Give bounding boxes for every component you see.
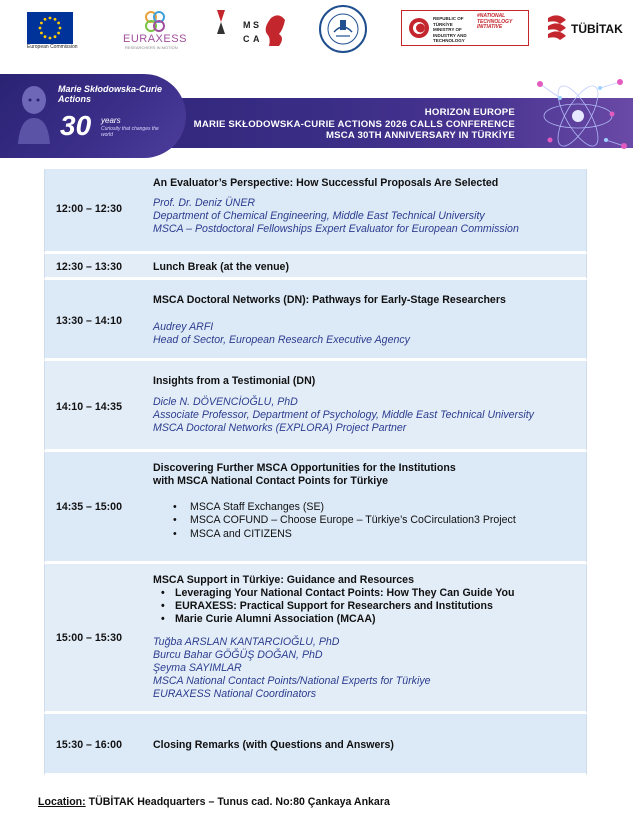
session-title: MSCA Support in Türkiye: Guidance and Resources (153, 574, 414, 586)
banner-line-1: HORIZON EUROPE (424, 107, 515, 118)
session-content (153, 261, 583, 274)
session-topic-list (153, 587, 583, 626)
agenda-row (44, 564, 587, 714)
agenda-row (44, 280, 587, 361)
speaker-name: Tuğba ARSLAN KANTARCIOĞLU, PhD (153, 636, 340, 648)
ministry-text: REPUBLIC OF TÜRKİYE MINISTRY OF INDUSTRY AND TECHNOLOGY (433, 16, 467, 43)
agenda-row (44, 714, 587, 776)
session-time: 14:10 – 14:35 (56, 401, 122, 413)
session-title-line-1: Discovering Further MSCA Opportunities for the Institutions (153, 462, 456, 474)
session-title-line-2: with MSCA National Contact Points for Türkiye (153, 475, 389, 487)
session-title: An Evaluator’s Perspective: How Successful Proposals Are Selected (153, 177, 499, 189)
banner-line-2: MARIE SKŁODOWSKA-CURIE ACTIONS 2026 CALLS CONFERENCE (193, 118, 515, 130)
session-time: 12:30 – 13:30 (56, 261, 122, 273)
msca-badge-number: 30 (60, 110, 92, 141)
session-title: MSCA Doctoral Networks (DN): Pathways for Early-Stage Researchers (153, 294, 506, 306)
speaker-role: Head of Sector, European Research Executive Agency (153, 334, 410, 346)
msca-letter-a: A (253, 34, 260, 44)
agenda-table (44, 169, 587, 776)
msca-letter-m: M (243, 20, 251, 30)
session-content (153, 574, 583, 701)
session-title: Lunch Break (at the venue) (153, 261, 289, 273)
banner-line-3: MSCA 30TH ANNIVERSARY IN TÜRKİYE (325, 130, 515, 142)
agenda-row (44, 361, 587, 452)
ministry-emblem-icon (407, 16, 431, 40)
speaker-name: Audrey ARFI (153, 321, 214, 333)
session-time: 12:00 – 12:30 (56, 203, 122, 215)
session-time: 14:35 – 15:00 (56, 501, 122, 513)
msca-badge-tagline: Curiosity that changes the world (101, 126, 159, 138)
session-content (153, 294, 583, 347)
session-topic-item: • MSCA Staff Exchanges (SE) (153, 501, 583, 514)
session-topic-item: • Leveraging Your National Contact Points: How They Can Guide You (153, 587, 583, 600)
national-technology-initiative-text: #NATIONAL TECHNOLOGY INITIATIVE (477, 13, 513, 31)
bogazici-university-seal-icon (318, 4, 368, 54)
speaker-role: EURAXESS National Coordinators (153, 688, 317, 700)
session-title: Closing Remarks (with Questions and Answers) (153, 739, 394, 751)
speaker-name: Dicle N. DÖVENCİOĞLU, PhD (153, 396, 298, 408)
eu-flag-icon (27, 12, 73, 44)
agenda-row (44, 452, 587, 564)
session-topic-item: • MSCA and CITIZENS (153, 528, 583, 541)
session-topic-item: • Marie Curie Alumni Association (MCAA) (153, 613, 583, 626)
msca-badge-title: Marie Skłodowska-Curie Actions (58, 84, 163, 104)
agenda-row (44, 169, 587, 254)
location-label: Location: (38, 796, 86, 808)
msca-letter-s: S (253, 20, 260, 30)
eu-caption: European Commission (27, 44, 78, 50)
session-content (153, 462, 583, 541)
tubitak-logo-icon (546, 14, 568, 40)
tubitak-name: TÜBİTAK (571, 22, 623, 36)
session-time: 15:00 – 15:30 (56, 632, 122, 644)
location-address: TÜBİTAK Headquarters – Tunus cad. No:80 Çankaya Ankara (88, 796, 390, 808)
euraxess-name: EURAXESS (123, 33, 187, 45)
speaker-affiliation: Associate Professor, Department of Psychology, Middle East Technical University (153, 409, 534, 421)
session-content (153, 739, 583, 752)
speaker-name: Prof. Dr. Deniz ÜNER (153, 197, 256, 209)
agenda-row (44, 254, 587, 280)
msca-letter-c: C (243, 34, 250, 44)
speaker-role: MSCA Doctoral Networks (EXPLORA) Project Partner (153, 422, 407, 434)
msca-badge-years: years (101, 116, 121, 125)
conference-banner (0, 74, 633, 158)
session-content (153, 177, 583, 236)
banner-title (95, 107, 515, 142)
euraxess-logo-icon (140, 8, 170, 36)
msca-logo-icon (213, 8, 293, 50)
marie-curie-portrait-icon (12, 82, 56, 144)
euraxess-tagline: RESEARCHERS IN MOTION (125, 45, 178, 50)
session-topic-item: • EURAXESS: Practical Support for Researchers and Institutions (153, 600, 583, 613)
speaker-affiliation: Department of Chemical Engineering, Middle East Technical University (153, 210, 485, 222)
session-time: 15:30 – 16:00 (56, 739, 122, 751)
molecule-decoration-icon (520, 74, 633, 158)
session-topic-list (153, 501, 583, 541)
session-time: 13:30 – 14:10 (56, 315, 122, 327)
speaker-role: MSCA – Postdoctoral Fellowships Expert Evaluator for European Commission (153, 223, 519, 235)
logo-strip (0, 0, 633, 62)
session-content (153, 375, 583, 435)
session-topic-item: • MSCA COFUND – Choose Europe – Türkiye’s CoCirculation3 Project (153, 514, 583, 527)
speaker-name: Burcu Bahar GÖĞÜŞ DOĞAN, PhD (153, 649, 323, 661)
speaker-name: Şeyma SAYIMLAR (153, 662, 242, 674)
session-title: Insights from a Testimonial (DN) (153, 375, 316, 387)
speaker-role: MSCA National Contact Points/National Experts for Türkiye (153, 675, 431, 687)
event-location (38, 796, 390, 808)
